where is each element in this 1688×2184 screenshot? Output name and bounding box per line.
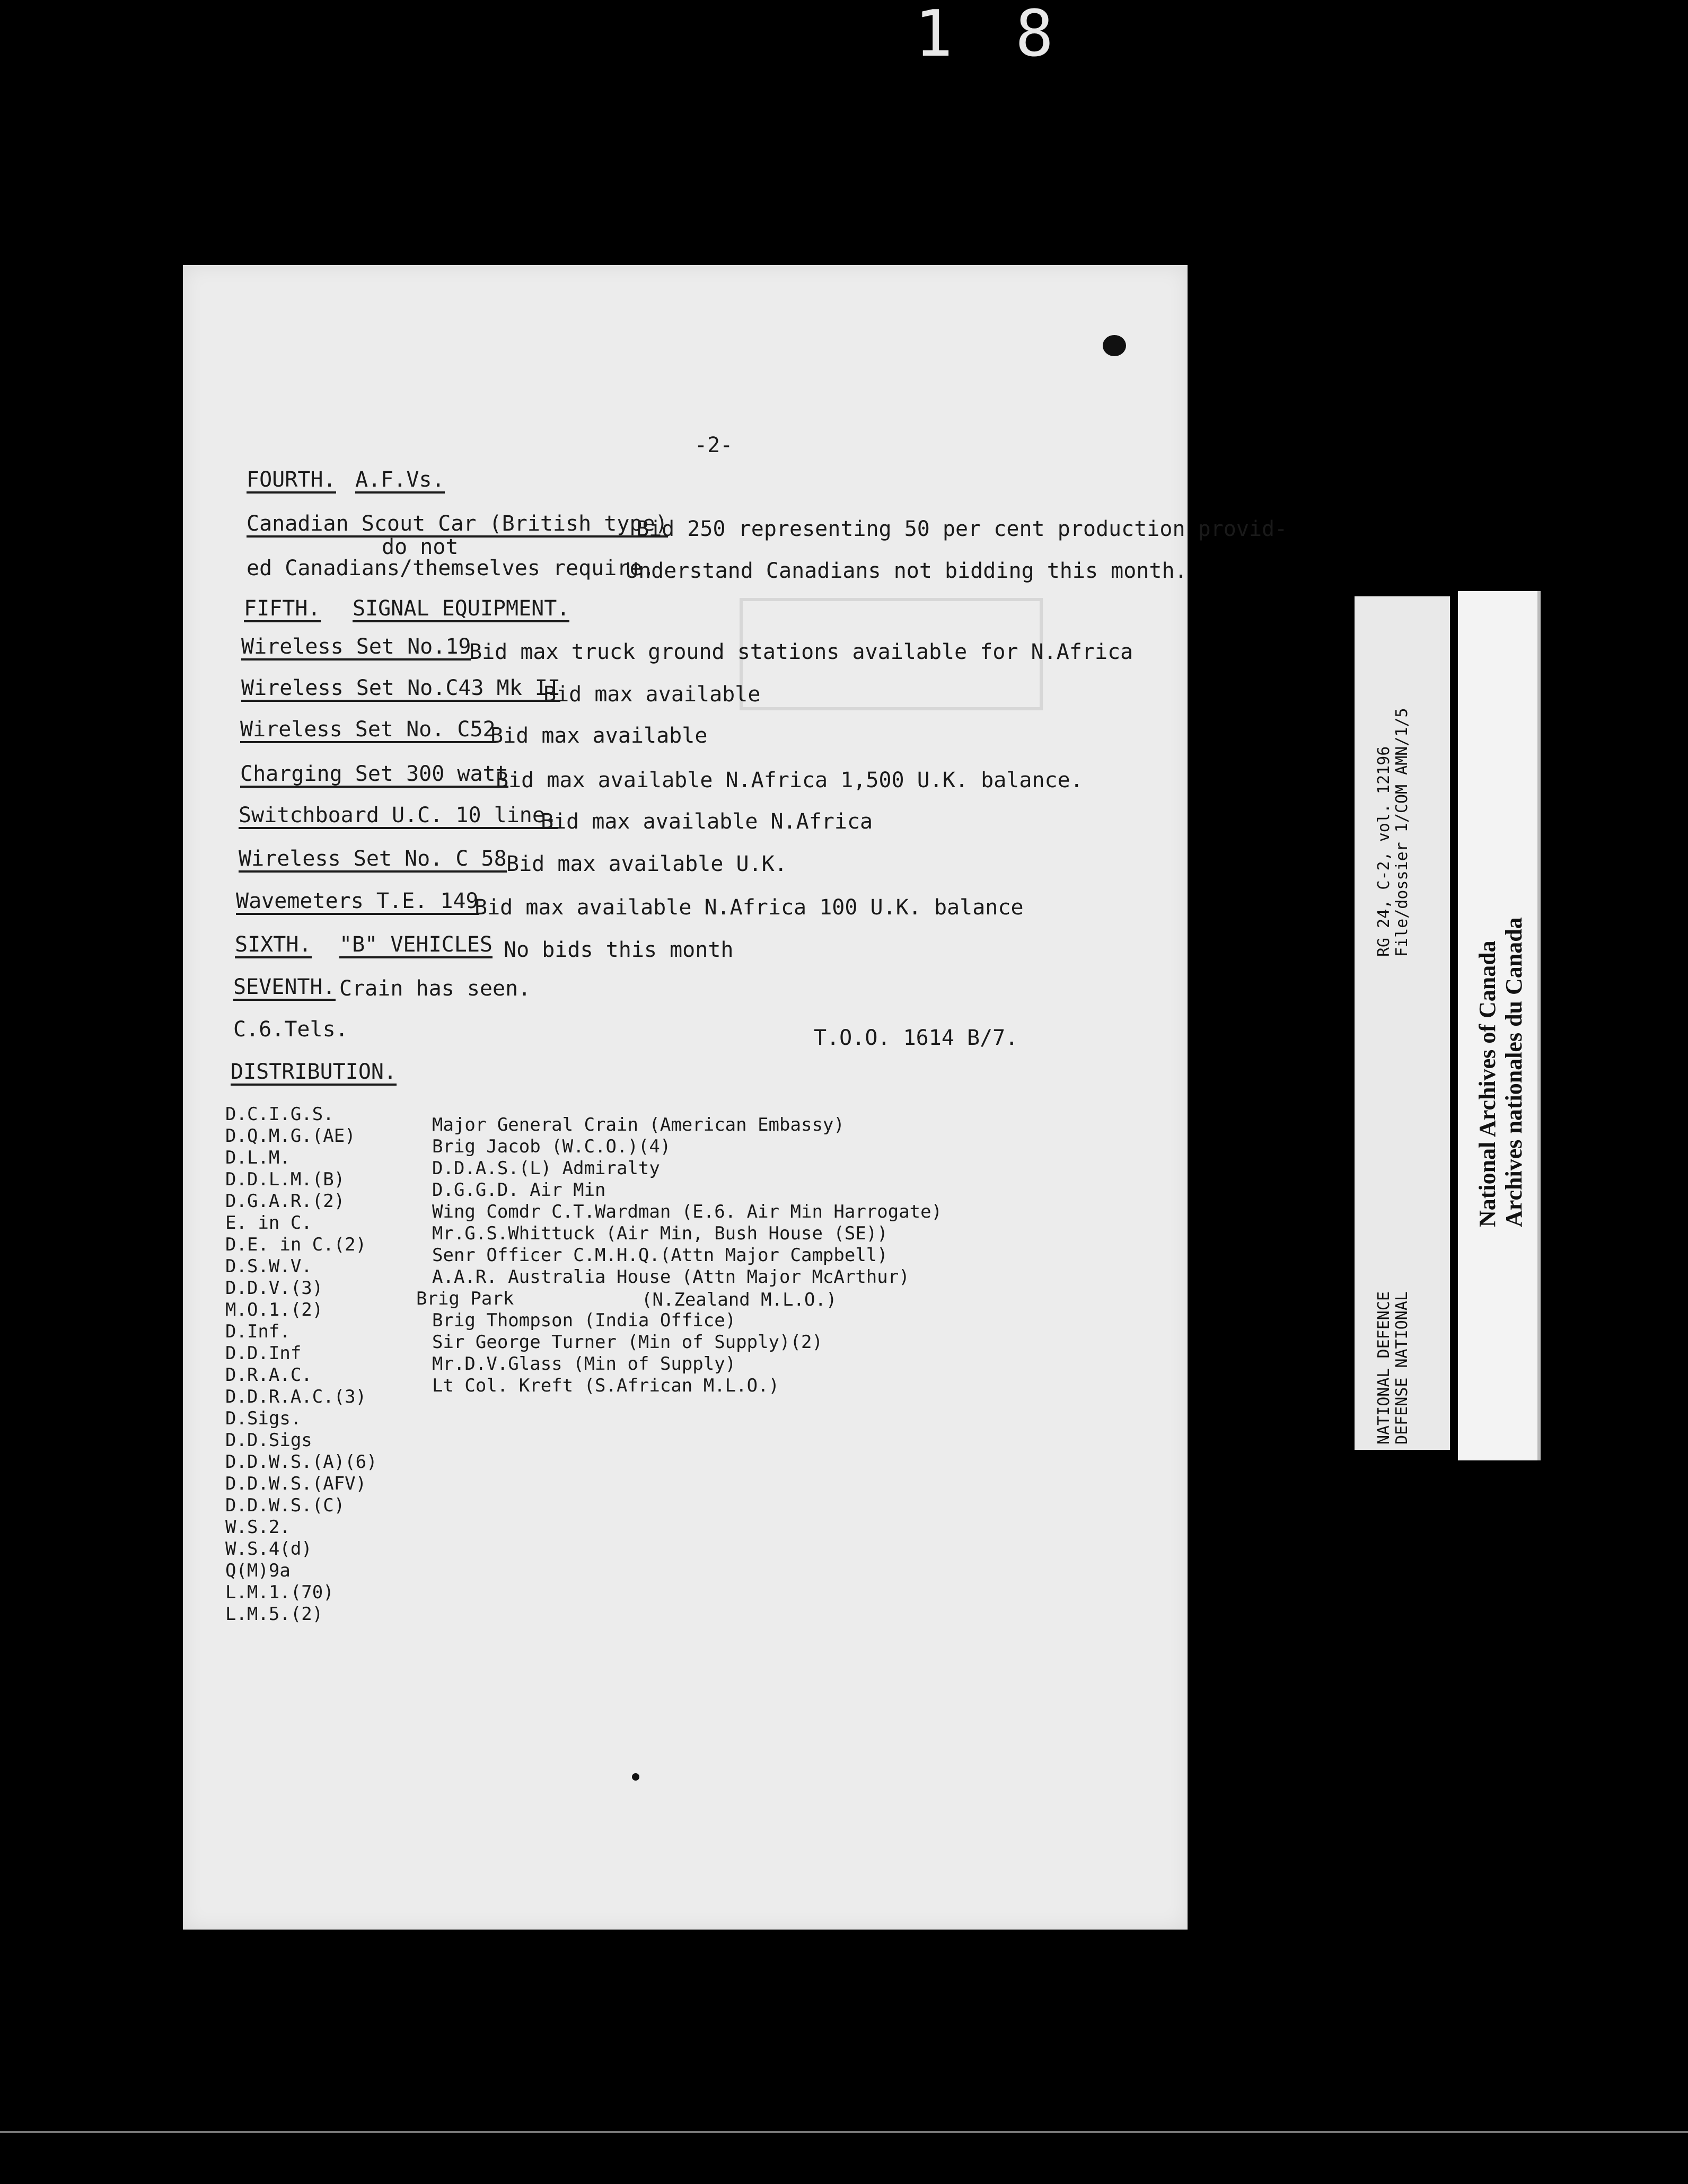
dist-left: W.S.2. bbox=[225, 1517, 291, 1538]
fourth-label: FOURTH. bbox=[247, 469, 336, 494]
sixth-heading: "B" VEHICLES bbox=[339, 934, 493, 958]
dist-left: D.D.L.M.(B) bbox=[225, 1169, 345, 1190]
dist-left: D.Inf. bbox=[225, 1321, 291, 1342]
dist-right: Brig Thompson (India Office) bbox=[432, 1310, 736, 1331]
dist-right: Wing Comdr C.T.Wardman (E.6. Air Min Harrogate) bbox=[432, 1201, 943, 1222]
signal-item-4: Charging Set 300 watt bbox=[240, 763, 508, 788]
dist-right: Major General Crain (American Embassy) bbox=[432, 1114, 845, 1135]
fifth-label: FIFTH. bbox=[244, 598, 321, 622]
dist-left: L.M.1.(70) bbox=[225, 1582, 334, 1603]
dist-right: D.G.G.D. Air Min bbox=[432, 1179, 606, 1201]
signal-item-7: Wavemeters T.E. 149 bbox=[236, 891, 479, 915]
dist-left: D.D.V.(3) bbox=[225, 1278, 323, 1299]
dist-left: E. in C. bbox=[225, 1212, 312, 1234]
scout-car-item: Canadian Scout Car (British type) bbox=[247, 513, 668, 538]
signal-item-2: Wireless Set No.C43 Mk II bbox=[241, 677, 560, 702]
dist-right-note: (N.Zealand M.L.O.) bbox=[641, 1289, 837, 1310]
frame-number bbox=[915, 0, 1074, 69]
signal-text-5: Bid max available N.Africa bbox=[541, 809, 873, 834]
dist-left: D.Q.M.G.(AE) bbox=[225, 1125, 356, 1147]
ink-dot bbox=[632, 1773, 639, 1781]
national-defence-line1: NATIONAL DEFENCE bbox=[1375, 1291, 1393, 1445]
dist-right: Mr.D.V.Glass (Min of Supply) bbox=[432, 1353, 736, 1375]
dist-left: D.C.I.G.S. bbox=[225, 1104, 334, 1125]
fifth-heading: SIGNAL EQUIPMENT. bbox=[353, 598, 569, 622]
dist-right: Brig Jacob (W.C.O.)(4) bbox=[432, 1136, 671, 1157]
dist-left: Q(M)9a bbox=[225, 1560, 291, 1581]
distribution-heading: DISTRIBUTION. bbox=[231, 1061, 397, 1086]
dist-left: D.D.Inf bbox=[225, 1343, 302, 1364]
dist-left: D.D.W.S.(C) bbox=[225, 1495, 345, 1516]
film-edge-line bbox=[0, 2131, 1688, 2133]
signal-item-6: Wireless Set No. C 58 bbox=[239, 848, 507, 873]
national-defence-line2: DEFENSE NATIONAL bbox=[1393, 1291, 1411, 1445]
dist-left: D.D.W.S.(AFV) bbox=[225, 1473, 367, 1494]
archives-name-fr: Archives nationales du Canada bbox=[1501, 917, 1527, 1227]
page-number: -2- bbox=[694, 433, 733, 457]
dist-right: Senr Officer C.M.H.Q.(Attn Major Campbell) bbox=[432, 1245, 888, 1266]
ink-blot bbox=[1103, 335, 1126, 356]
dist-left: W.S.4(d) bbox=[225, 1538, 312, 1560]
tels: C.6.Tels. bbox=[233, 1017, 348, 1042]
dist-right: A.A.R. Australia House (Attn Major McArthur) bbox=[432, 1266, 910, 1288]
scout-car-line2: ed Canadians/themselves require. bbox=[247, 556, 655, 580]
dist-left: D.L.M. bbox=[225, 1147, 291, 1168]
sixth-text: No bids this month bbox=[504, 938, 734, 962]
seventh-text: Crain has seen. bbox=[339, 976, 531, 1001]
dist-left: D.E. in C.(2) bbox=[225, 1234, 367, 1255]
dist-right: Brig Park bbox=[416, 1288, 514, 1309]
dist-right: Lt Col. Kreft (S.African M.L.O.) bbox=[432, 1375, 780, 1396]
scout-car-line2b: Understand Canadians not bidding this month. bbox=[626, 559, 1188, 583]
dist-left: L.M.5.(2) bbox=[225, 1604, 323, 1625]
dist-left: D.S.W.V. bbox=[225, 1256, 312, 1277]
dist-right: Mr.G.S.Whittuck (Air Min, Bush House (SE)) bbox=[432, 1223, 888, 1244]
dist-left: D.R.A.C. bbox=[225, 1364, 312, 1386]
signal-text-7: Bid max available N.Africa 100 U.K. balance bbox=[474, 895, 1024, 920]
frame-digit-1: 1 bbox=[915, 0, 953, 71]
scout-car-insert: do not bbox=[382, 535, 459, 559]
archive-ref-line1: RG 24, C-2, vol. 12196 bbox=[1375, 746, 1393, 957]
dist-right: D.D.A.S.(L) Admiralty bbox=[432, 1158, 660, 1179]
archives-name-en: National Archives of Canada bbox=[1474, 940, 1500, 1227]
signal-text-4: Bid max available N.Africa 1,500 U.K. balance. bbox=[496, 768, 1083, 792]
fourth-heading: A.F.Vs. bbox=[355, 469, 445, 494]
dist-left: D.D.R.A.C.(3) bbox=[225, 1386, 367, 1407]
archive-reference-strip bbox=[1355, 596, 1450, 1450]
signal-item-3: Wireless Set No. C52 bbox=[240, 719, 496, 743]
frame-digit-2: 8 bbox=[1015, 0, 1054, 71]
dist-left: D.Sigs. bbox=[225, 1408, 302, 1429]
document-page bbox=[183, 265, 1288, 1930]
signal-text-6: Bid max available U.K. bbox=[506, 852, 787, 876]
signal-item-1: Wireless Set No.19 bbox=[241, 636, 471, 661]
signal-text-3: Bid max available bbox=[490, 724, 708, 748]
time-of-origin: T.O.O. 1614 B/7. bbox=[814, 1026, 1018, 1050]
signal-text-1: Bid max truck ground stations available for N.Africa bbox=[469, 640, 1133, 664]
signal-item-5: Switchboard U.C. 10 line. bbox=[239, 805, 558, 829]
archive-ref-line2: File/dossier 1/COM AMN/1/5 bbox=[1393, 708, 1411, 957]
scout-car-text: Bid 250 representing 50 per cent production provid- bbox=[636, 517, 1288, 541]
dist-left: M.O.1.(2) bbox=[225, 1299, 323, 1320]
sixth-label: SIXTH. bbox=[235, 934, 312, 958]
dist-left: D.G.A.R.(2) bbox=[225, 1191, 345, 1212]
dist-left: D.D.W.S.(A)(6) bbox=[225, 1451, 377, 1473]
signal-text-2: Bid max available bbox=[543, 682, 761, 707]
archives-label-strip bbox=[1458, 591, 1541, 1460]
dist-left: D.D.Sigs bbox=[225, 1430, 312, 1451]
dist-right: Sir George Turner (Min of Supply)(2) bbox=[432, 1332, 823, 1353]
seventh-label: SEVENTH. bbox=[233, 976, 336, 1001]
